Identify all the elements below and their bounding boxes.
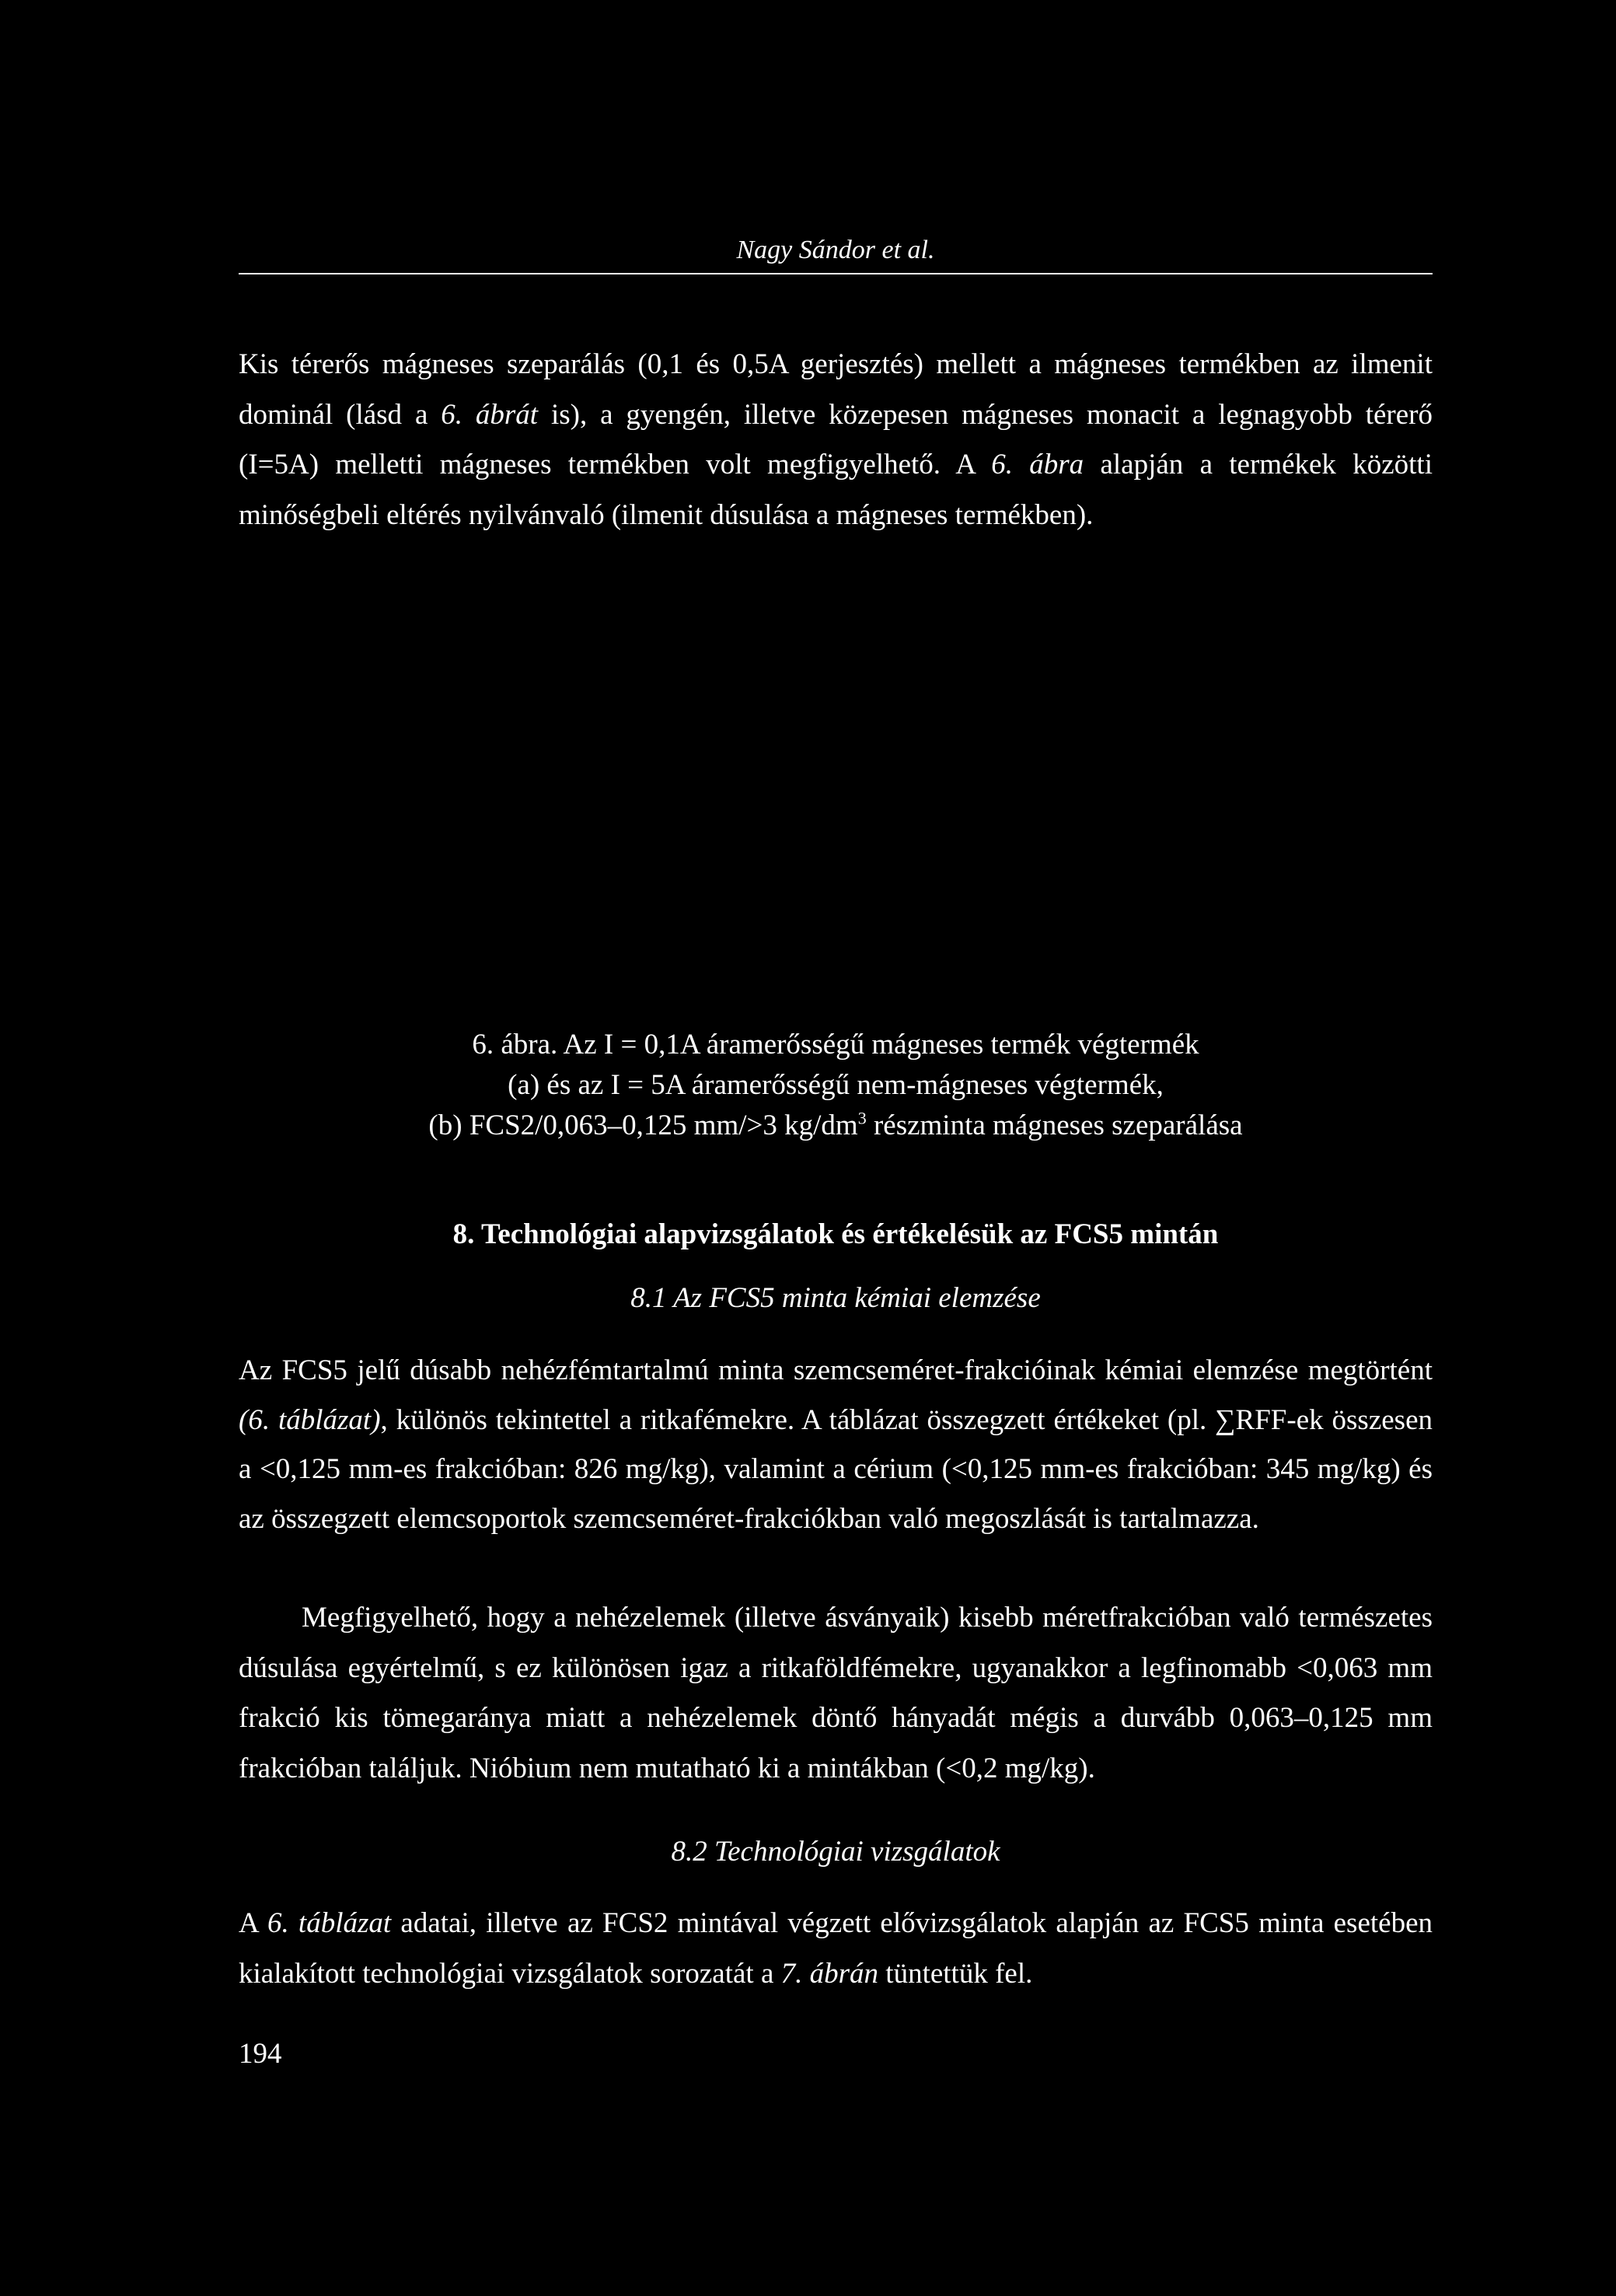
caption-text: részminta mágneses szeparálása (866, 1110, 1243, 1141)
table-reference: 6. táblázat (267, 1907, 392, 1939)
paragraph-technological-tests (239, 1899, 1433, 1999)
subsection-heading: 8.2 Technológiai vizsgálatok (671, 1836, 1000, 1868)
running-head: Nagy Sándor et al. (736, 236, 935, 264)
table-reference: (6. táblázat) (239, 1403, 381, 1436)
caption-line (239, 1106, 1433, 1146)
caption-line: 6. ábra. Az I = 0,1A áramerősségű mágneses termék végtermék (472, 1029, 1199, 1061)
figure-caption (239, 1025, 1433, 1146)
figure-reference: 7. ábrán (780, 1957, 879, 1990)
paragraph-text: adatai, illetve az FCS2 mintával végzett elővizsgálatok alapján az FCS5 minta esetében kialakított technológiai vizsgálatok sorozatát a (239, 1907, 1433, 1990)
section-heading: 8. Technológiai alapvizsgálatok és értékelésük az FCS5 mintán (452, 1218, 1219, 1250)
figure-image-area (239, 599, 1433, 1003)
paragraph-magnetic-separation (239, 340, 1433, 540)
paragraph-chemical-analysis (239, 1346, 1433, 1543)
paragraph-text: A (239, 1907, 267, 1939)
figure-reference: 6. ábra (991, 449, 1084, 481)
paragraph-text: Kis térerős mágneses szeparálás (0,1 és 0,5A gerjesztés) mellett a mágneses termékben az ilmenit dominál (lásd a (239, 348, 1433, 431)
paragraph-text: is), a gyengén, illetve közepesen mágneses monacit a legnagyobb térerő (I=5A) melletti mágneses termékben volt megfigyelhető. A (239, 398, 1433, 481)
paragraph-text: , különös tekintettel a ritkafémekre. A táblázat összegzett értékeket (pl. ∑RFF-ek összesen a <0,125 mm-es frakcióban: 826 mg/kg), valamint a cérium (<0,125 mm-es frakcióban: 345 mg/kg) és az összegzett elemcsoportok szemcseméret-frakciókban való megoszlását is tartalmazza. (239, 1403, 1433, 1535)
paragraph-text: alapján a termékek közötti minőségbeli eltérés nyilvánvaló (ilmenit dúsulása a mágneses termékben). (239, 449, 1433, 531)
paragraph-heavy-elements: Megfigyelhető, hogy a nehézelemek (illetve ásványaik) kisebb méretfrakcióban való természetes dúsulása egyértelmű, s ez különösen igaz a ritkaföldfémekre, ugyanakkor a legfinomabb <0,063 mm frakció kis tömegaránya miatt a nehézelemek döntő hányadát mégis a durvább 0,063–0,125 mm frakcióban találjuk. Nióbium nem mutatható ki a mintákban (<0,2 mg/kg). (239, 1602, 1433, 1784)
subsection-heading: 8.1 Az FCS5 minta kémiai elemzése (630, 1282, 1041, 1314)
caption-text: (b) FCS2/0,063–0,125 mm/>3 kg/dm (428, 1110, 858, 1141)
figure-reference: 6. ábrát (441, 398, 539, 431)
caption-line: (a) és az I = 5A áramerősségű nem-mágneses végtermék, (508, 1069, 1164, 1101)
header-rule (239, 273, 1433, 274)
paragraph-text: tüntettük fel. (878, 1957, 1033, 1990)
page-number: 194 (239, 2038, 282, 2070)
paragraph-text: Az FCS5 jelű dúsabb nehézfémtartalmú minta szemcseméret-frakcióinak kémiai elemzése megtörtént (239, 1354, 1433, 1386)
caption-superscript: 3 (857, 1108, 867, 1128)
